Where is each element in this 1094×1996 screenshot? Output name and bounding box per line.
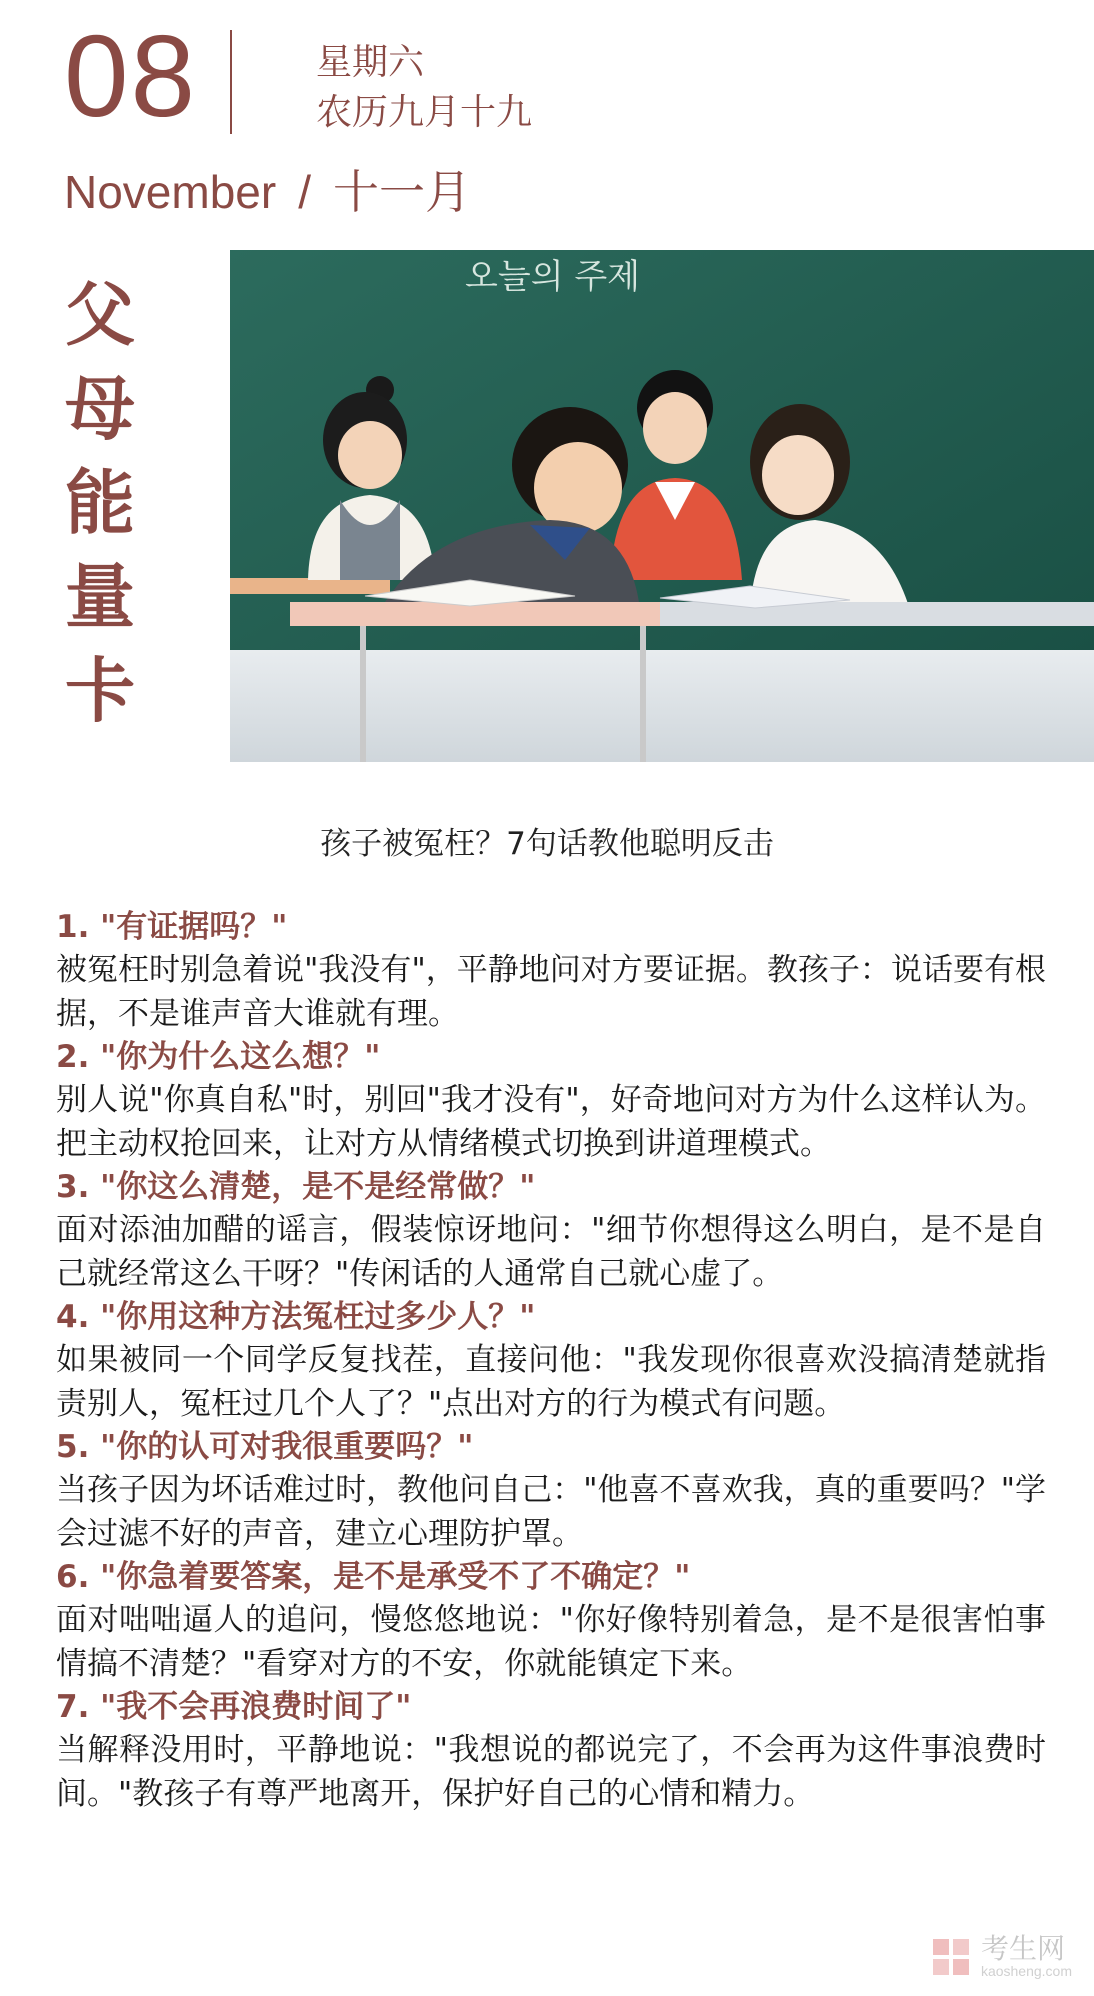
- tip-title: 6. "你急着要答案，是不是承受不了不确定？": [56, 1559, 691, 1595]
- tip-title: 3. "你这么清楚，是不是经常做？": [56, 1169, 536, 1205]
- watermark: [931, 1932, 1072, 1980]
- header-divider: [230, 30, 232, 134]
- tip-body: 被冤枉时别急着说"我没有"，平静地问对方要证据。教孩子：说话要有根据，不是谁声音大谁就有理。: [56, 952, 1046, 1032]
- side-title-char: 父: [65, 274, 135, 356]
- watermark-logo-icon: [931, 1937, 973, 1979]
- tip-title: 4. "你用这种方法冤枉过多少人？": [56, 1299, 536, 1335]
- side-title-char: 能: [65, 462, 135, 544]
- tip-body: 面对添油加醋的谣言，假装惊讶地问："细节你想得这么明白，是不是自己就经常这么干呀？"传闲话的人通常自己就心虚了。: [56, 1212, 1046, 1292]
- side-title-char: 量: [65, 556, 135, 638]
- watermark-cn: 考生网: [980, 1932, 1065, 1966]
- tip-title: 2. "你为什么这么想？": [56, 1039, 381, 1075]
- tip-body: 当解释没用时，平静地说："我想说的都说完了，不会再为这件事浪费时间。"教孩子有尊严地离开，保护好自己的心情和精力。: [56, 1732, 1046, 1812]
- month-row: [64, 156, 471, 222]
- tips-list: [56, 906, 1046, 1816]
- month-english: November: [64, 166, 277, 218]
- tip-body: 当孩子因为坏话难过时，教他问自己："他喜不喜欢我，真的重要吗？"学会过滤不好的声音，建立心理防护罩。: [56, 1472, 1046, 1552]
- classroom-illustration: [230, 250, 1094, 762]
- weekday-label: 星期六: [316, 42, 425, 83]
- date-day: 08: [64, 11, 198, 141]
- lunar-date-label: 农历九月十九: [316, 92, 533, 133]
- tip-body: 别人说"你真自私"时，别回"我才没有"，好奇地问对方为什么这样认为。把主动权抢回来，让对方从情绪模式切换到讲道理模式。: [56, 1082, 1046, 1162]
- subtitle: 孩子被冤枉？7句话教他聪明反击: [320, 826, 774, 862]
- tip-title: 5. "你的认可对我很重要吗？": [56, 1429, 474, 1465]
- month-chinese: 十一月: [332, 166, 471, 218]
- tip-title: 7. "我不会再浪费时间了": [56, 1689, 412, 1725]
- side-title: [62, 268, 138, 738]
- tip-body: 如果被同一个同学反复找茬，直接问他："我发现你很喜欢没搞清楚就指责别人，冤枉过几个人了？"点出对方的行为模式有问题。: [56, 1342, 1046, 1422]
- watermark-en: kaosheng.com: [980, 1963, 1072, 1980]
- tip-body: 面对咄咄逼人的追问，慢悠悠地说："你好像特别着急，是不是很害怕事情搞不清楚？"看穿对方的不安，你就能镇定下来。: [56, 1602, 1046, 1682]
- tip-title: 1. "有证据吗？": [56, 909, 288, 945]
- side-title-char: 母: [65, 368, 135, 450]
- month-separator: /: [298, 166, 311, 218]
- chalkboard-text: 오늘의 주제: [465, 257, 641, 297]
- classroom-photo: [230, 250, 1094, 762]
- side-title-char: 卡: [65, 650, 135, 732]
